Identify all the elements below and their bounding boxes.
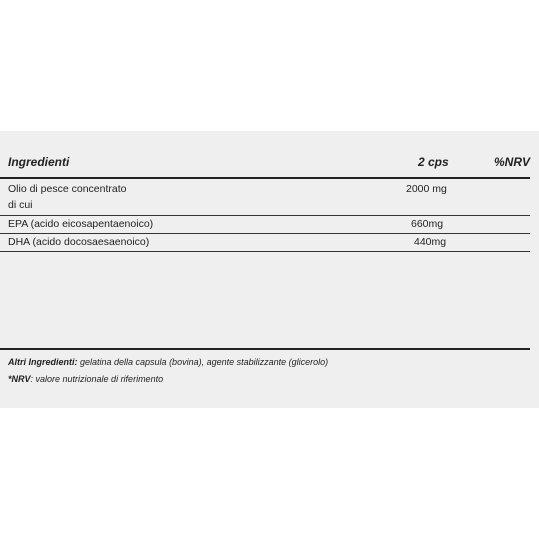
other-ingredients-note <box>8 357 328 367</box>
other-ingredients-text: gelatina della capsula (bovina), agente stabilizzante (glicerolo) <box>77 357 329 367</box>
row-value: 440mg <box>414 236 447 248</box>
row-divider <box>0 233 530 234</box>
header-dose: 2 cps <box>418 155 449 169</box>
row-name: EPA (acido eicosapentaenoico) <box>8 218 154 230</box>
row-name: DHA (acido docosaesaenoico) <box>8 236 150 248</box>
row-value: 2000 mg <box>406 183 447 195</box>
table-row <box>0 182 539 198</box>
table-row <box>0 235 539 251</box>
header-divider <box>0 177 530 179</box>
other-ingredients-label: Altri Ingredienti: <box>8 357 78 367</box>
table-row <box>0 217 539 233</box>
footer-divider <box>0 348 530 350</box>
row-value: 660mg <box>411 218 444 230</box>
row-name: Olio di pesce concentrato <box>8 183 127 195</box>
table-header <box>0 153 539 171</box>
header-ingredients: Ingredienti <box>8 155 70 169</box>
table-row <box>0 198 539 214</box>
header-nrv: %NRV <box>494 155 531 169</box>
nrv-label: *NRV <box>8 374 31 384</box>
nrv-text: : valore nutrizionale di riferimento <box>30 374 164 384</box>
nrv-note <box>8 374 163 384</box>
row-name: di cui <box>8 199 33 211</box>
row-divider <box>0 215 530 216</box>
nutrition-facts-panel <box>0 131 539 408</box>
row-divider <box>0 251 530 252</box>
